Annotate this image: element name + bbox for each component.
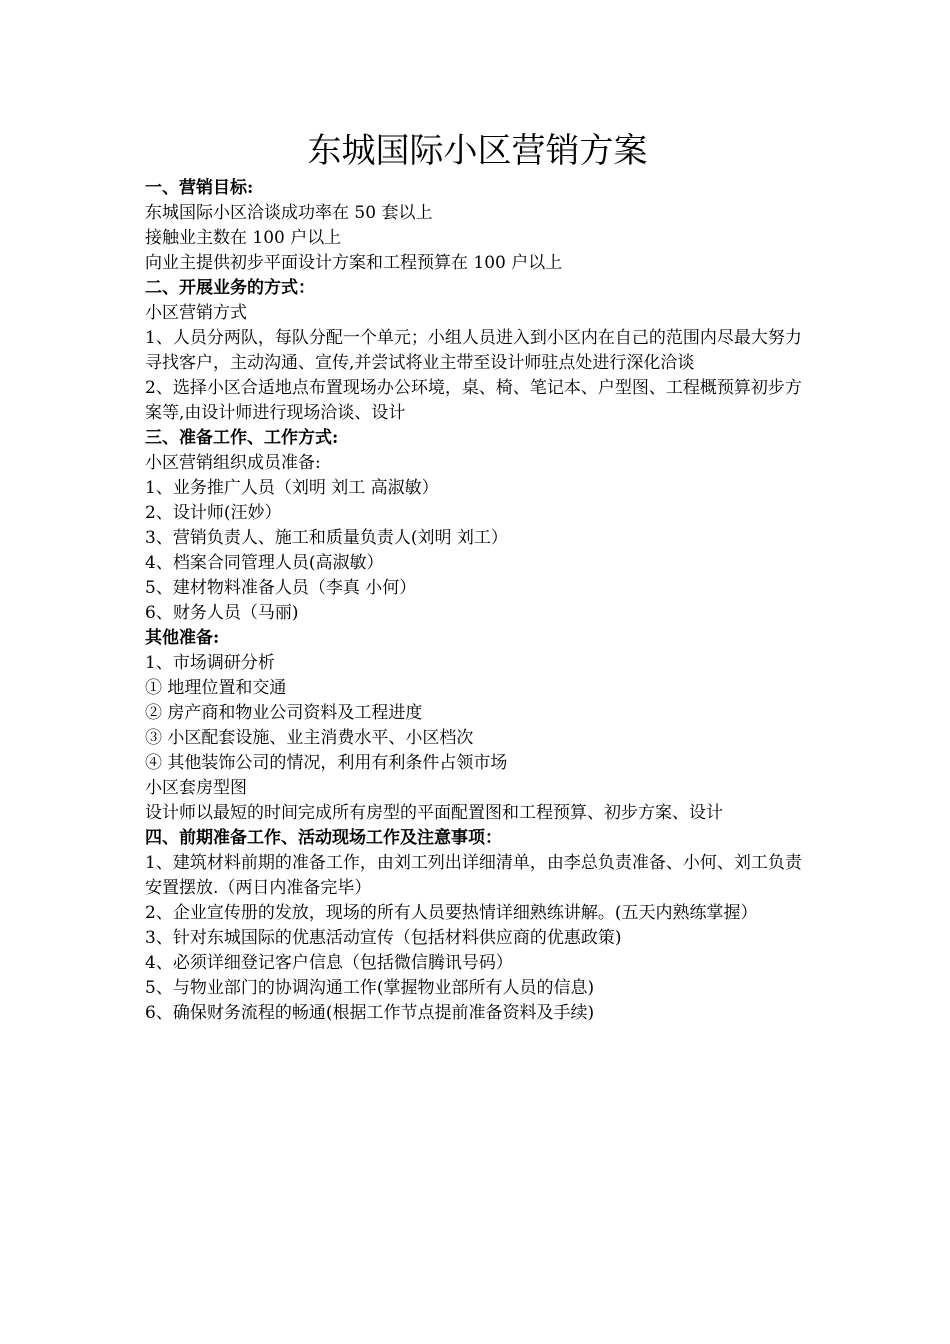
paragraph-line: 4、档案合同管理人员(高淑敏） — [145, 553, 384, 573]
paragraph-line: 向业主提供初步平面设计方案和工程预算在 100 户以上 — [145, 253, 563, 273]
document-body — [145, 176, 810, 1026]
paragraph-line: 5、与物业部门的协调沟通工作(掌握物业部所有人员的信息) — [145, 978, 595, 998]
document-page — [145, 128, 810, 1026]
paragraph-line: 6、财务人员（马丽) — [145, 603, 299, 623]
paragraph-line: 3、针对东城国际的优惠活动宣传（包括材料供应商的优惠政策) — [145, 928, 622, 948]
paragraph-line: 2、选择小区合适地点布置现场办公环境，桌、椅、笔记本、户型图、工程概预算初步方案等,由设计师进行现场洽谈、设计 — [145, 378, 802, 423]
paragraph-line: 6、确保财务流程的畅通(根据工作节点提前准备资料及手续) — [145, 1003, 595, 1023]
section-heading: 二、开展业务的方式： — [145, 278, 315, 298]
section-heading: 其他准备: — [145, 628, 220, 648]
paragraph-line: ① 地理位置和交通 — [145, 678, 287, 698]
paragraph-line: 1、人员分两队，每队分配一个单元；小组人员进入到小区内在自己的范围内尽最大努力寻找客户，主动沟通、宣传,并尝试将业主带至设计师驻点处进行深化洽谈 — [145, 328, 802, 373]
paragraph-line: 3、营销负责人、施工和质量负责人(刘明 刘工） — [145, 528, 508, 548]
paragraph-line: 2、企业宣传册的发放，现场的所有人员要热情详细熟练讲解。(五天内熟练掌握） — [145, 903, 758, 923]
section-heading: 一、营销目标: — [145, 178, 254, 198]
paragraph-line: 小区套房型图 — [145, 778, 247, 798]
paragraph-line: 东城国际小区洽谈成功率在 50 套以上 — [145, 203, 433, 223]
paragraph-line: 4、必须详细登记客户信息（包括微信腾讯号码） — [145, 953, 513, 973]
paragraph-line: 小区营销方式 — [145, 303, 247, 323]
paragraph-line: ② 房产商和物业公司资料及工程进度 — [145, 703, 423, 723]
paragraph-line: 1、建筑材料前期的准备工作，由刘工列出详细清单，由李总负责准备、小何、刘工负责安置摆放.（两日内准备完毕） — [145, 853, 802, 898]
paragraph-line: 2、设计师(汪妙） — [145, 503, 282, 523]
document-title: 东城国际小区营销方案 — [307, 131, 648, 171]
paragraph-line: 设计师以最短的时间完成所有房型的平面配置图和工程预算、初步方案、设计 — [145, 803, 723, 823]
paragraph-line: ④ 其他装饰公司的情况，利用有利条件占领市场 — [145, 753, 508, 773]
paragraph-line: 小区营销组织成员准备: — [145, 453, 321, 473]
section-heading: 三、准备工作、工作方式: — [145, 428, 339, 448]
paragraph-line: 1、业务推广人员（刘明 刘工 高淑敏） — [145, 478, 439, 498]
paragraph-line: 5、建材物料准备人员（李真 小何） — [145, 578, 417, 598]
section-heading: 四、前期准备工作、活动现场工作及注意事项： — [145, 828, 502, 848]
paragraph-line: 1、市场调研分析 — [145, 653, 275, 673]
paragraph-line: ③ 小区配套设施、业主消费水平、小区档次 — [145, 728, 474, 748]
paragraph-line: 接触业主数在 100 户以上 — [145, 228, 342, 248]
